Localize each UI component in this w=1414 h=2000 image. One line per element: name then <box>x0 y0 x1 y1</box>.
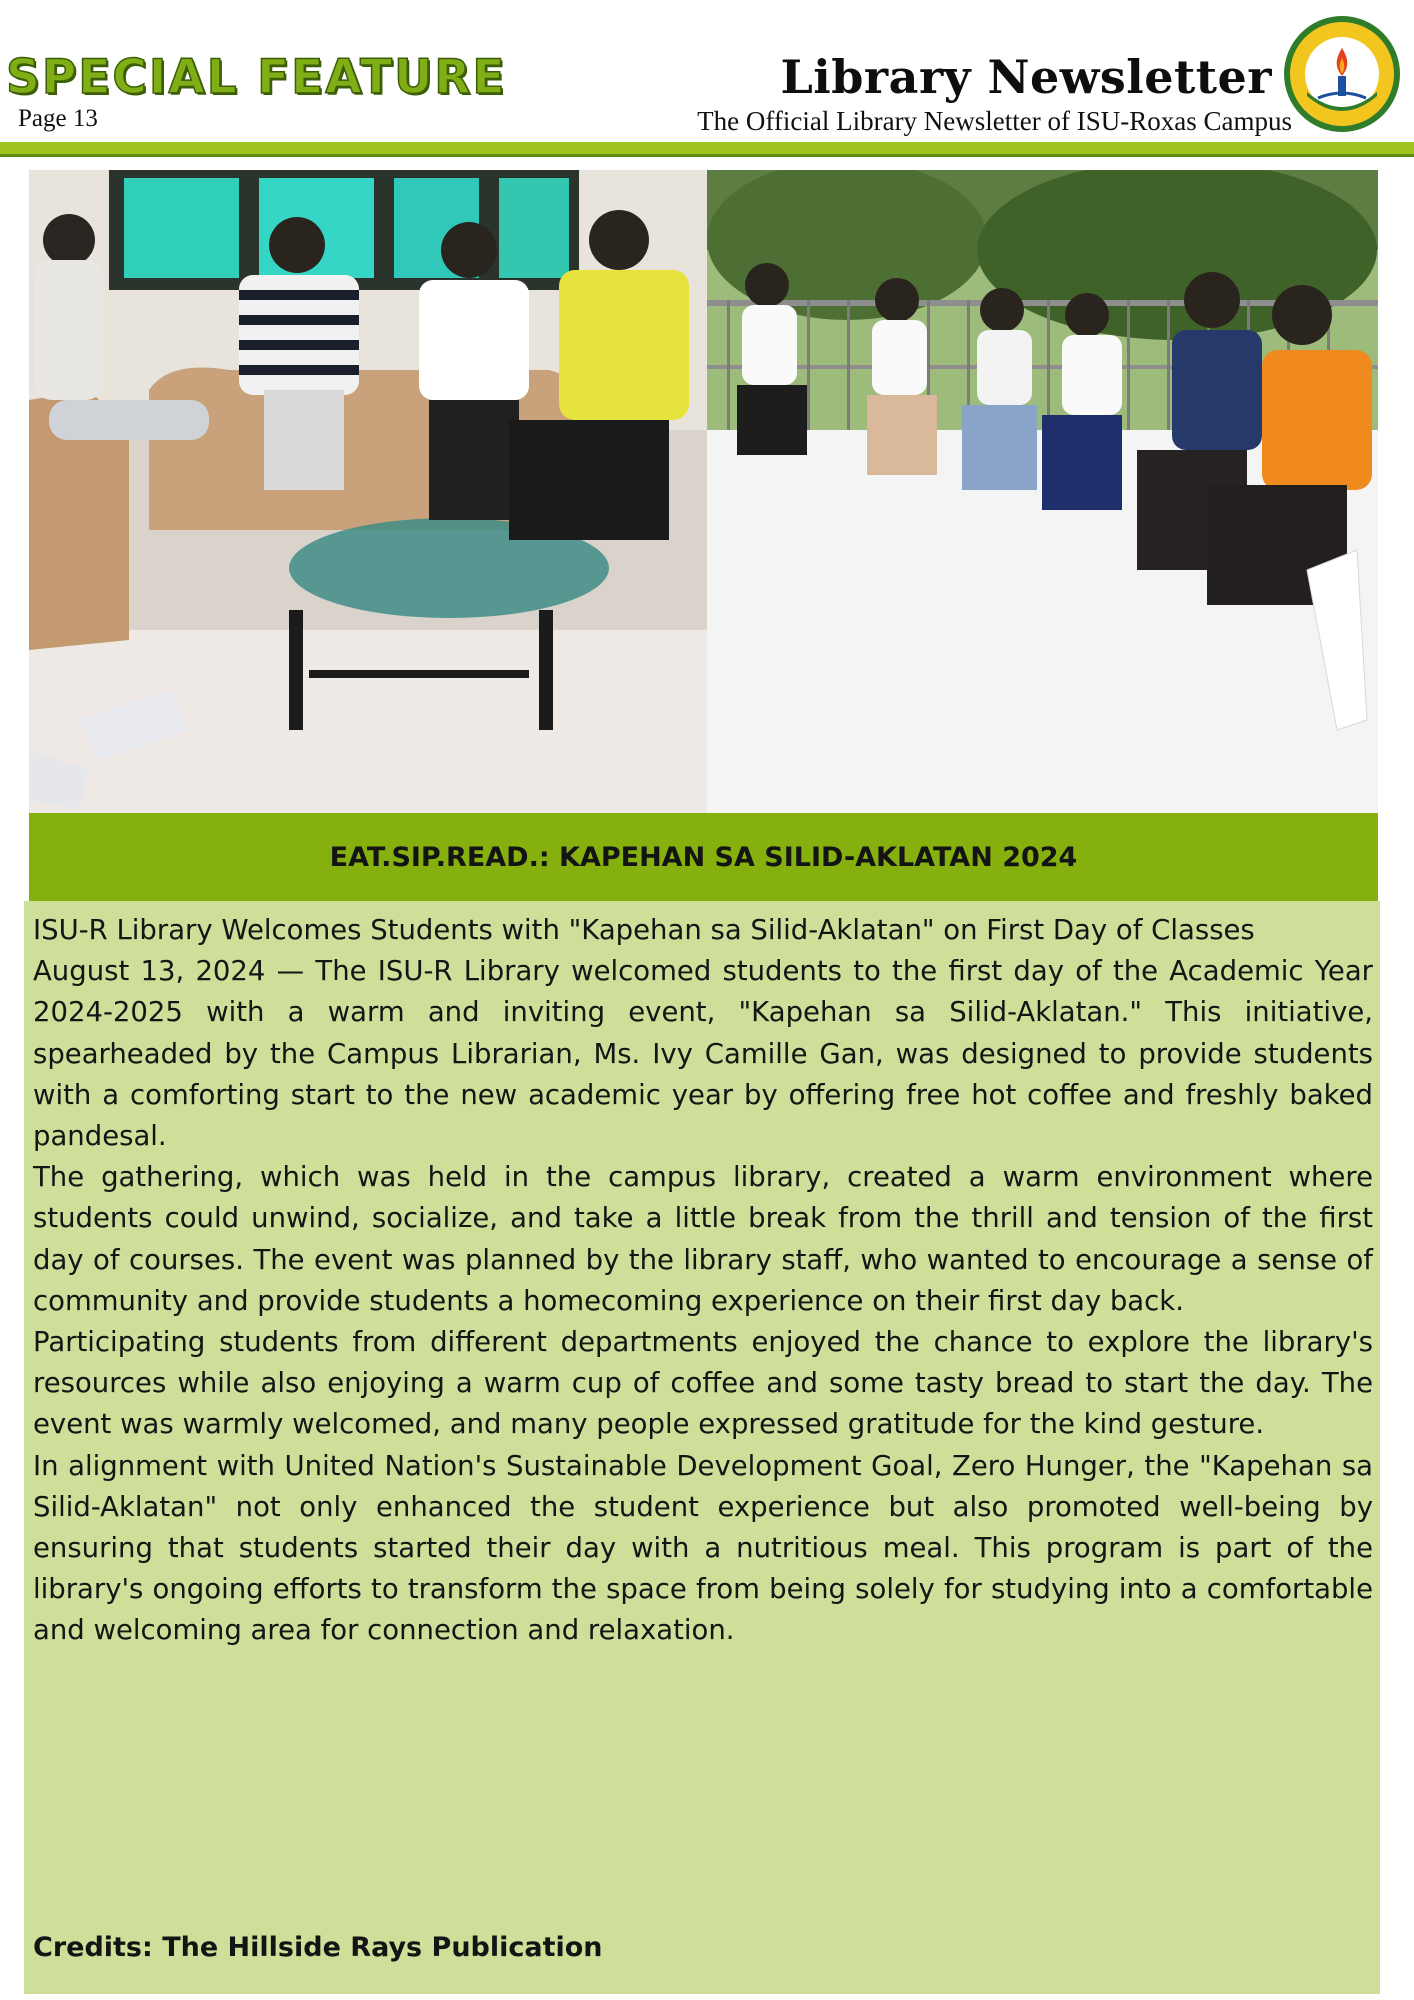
header-rule-shadow <box>0 154 1414 157</box>
newsletter-header <box>0 0 1414 160</box>
article-headline: ISU-R Library Welcomes Students with "Kapehan sa Silid-Aklatan" on First Day of Classes <box>33 914 1255 946</box>
article-paragraph: Participating students from different departments enjoyed the chance to explore the library's resources while also enjoying a warm cup of coffee and some tasty bread to start the day. The event was warmly welcomed, and many people expressed gratitude for the kind gesture. <box>33 1326 1373 1441</box>
university-seal-logo <box>1282 12 1402 136</box>
event-photo-indoor <box>29 170 707 813</box>
newsletter-subtitle: The Official Library Newsletter of ISU-Roxas Campus <box>697 106 1292 136</box>
header-rule <box>0 142 1414 154</box>
article-title-banner <box>29 813 1378 901</box>
article-body <box>24 901 1380 1994</box>
article-title: EAT.SIP.READ.: KAPEHAN SA SILID-AKLATAN 2024 <box>329 841 1078 873</box>
article-text <box>33 910 1373 1652</box>
article-credits: Credits: The Hillside Rays Publication <box>33 1932 603 1963</box>
article-paragraph: In alignment with United Nation's Sustainable Development Goal, Zero Hunger, the "Kapehan sa Silid-Aklatan" not only enhanced the student experience but also promoted well-being by ensuring that students started their day with a nutritious meal. This program is part of the library's ongoing efforts to transform the space from being solely for studying into a comfortable and welcoming area for connection and relaxation. <box>33 1449 1373 1647</box>
article-paragraph: The gathering, which was held in the campus library, created a warm environment where students could unwind, socialize, and take a little break from the thrill and tension of the first day of courses. The event was planned by the library staff, who wanted to encourage a sense of community and provide students a homecoming experience on their first day back. <box>33 1161 1373 1317</box>
page-number: Page 13 <box>18 105 98 132</box>
newsletter-title: Library Newsletter <box>780 50 1272 104</box>
event-photo-outdoor <box>707 170 1378 813</box>
section-label: SPECIAL FEATURE <box>6 50 507 105</box>
article-paragraph: August 13, 2024 — The ISU-R Library welcomed students to the first day of the Academic Year 2024-2025 with a warm and inviting event, "Kapehan sa Silid-Aklatan." This initiative, spearheaded by the Campus Librarian, Ms. Ivy Camille Gan, was designed to provide students with a comforting start to the new academic year by offering free hot coffee and freshly baked pandesal. <box>33 955 1373 1153</box>
